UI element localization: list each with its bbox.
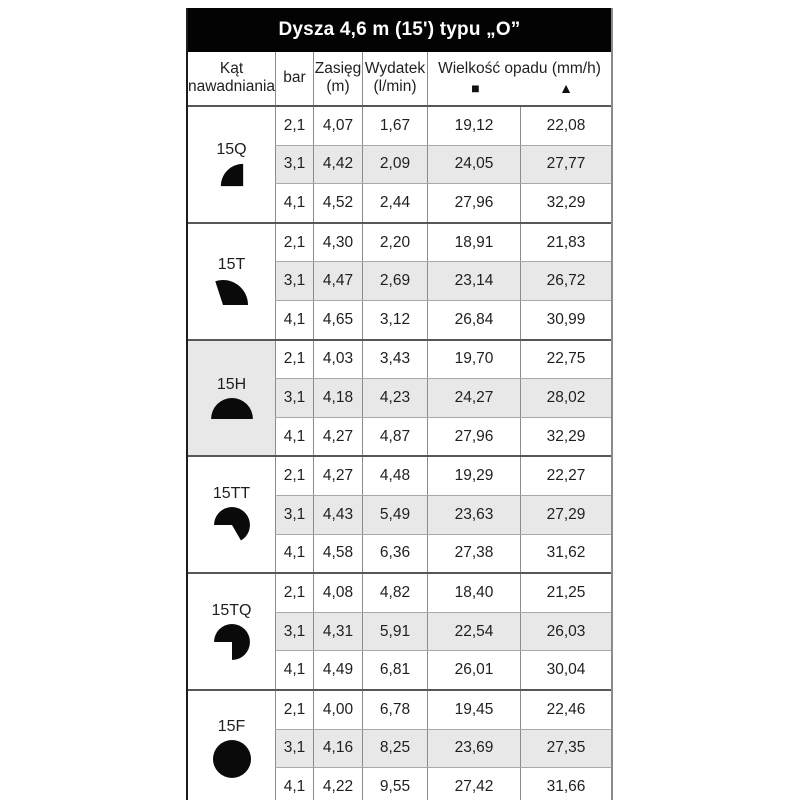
cell-tri: 30,04 xyxy=(520,651,611,689)
nozzle-spec-table xyxy=(186,8,613,800)
cell-bar: 4,1 xyxy=(275,301,313,339)
cell-sq: 23,69 xyxy=(427,730,520,768)
two-thirds-sector-icon xyxy=(213,506,251,544)
header-precipitation xyxy=(427,52,611,105)
cell-range: 4,52 xyxy=(313,184,362,222)
cell-flow: 2,69 xyxy=(362,262,427,300)
cell-range: 4,00 xyxy=(313,691,362,729)
cell-bar: 4,1 xyxy=(275,535,313,573)
cell-tri: 22,46 xyxy=(520,691,611,729)
nozzle-name: 15TQ xyxy=(211,602,252,620)
group-rows xyxy=(275,691,611,800)
group-rows xyxy=(275,107,611,222)
nozzle-label-cell xyxy=(188,341,275,456)
cell-range: 4,58 xyxy=(313,535,362,573)
cell-tri: 22,75 xyxy=(520,341,611,379)
group-rows xyxy=(275,341,611,456)
cell-sq: 27,96 xyxy=(427,418,520,456)
full-circle-icon xyxy=(212,739,252,779)
cell-range: 4,49 xyxy=(313,651,362,689)
three-quarter-sector-icon xyxy=(213,623,251,661)
cell-bar: 4,1 xyxy=(275,184,313,222)
table-row xyxy=(275,417,611,456)
cell-range: 4,43 xyxy=(313,496,362,534)
cell-range: 4,27 xyxy=(313,457,362,495)
nozzle-name: 15H xyxy=(216,375,247,393)
cell-tri: 32,29 xyxy=(520,184,611,222)
cell-range: 4,18 xyxy=(313,379,362,417)
cell-flow: 6,81 xyxy=(362,651,427,689)
half-circle-icon xyxy=(209,397,255,420)
cell-flow: 2,09 xyxy=(362,146,427,184)
table-row xyxy=(275,145,611,184)
cell-tri: 22,27 xyxy=(520,457,611,495)
table-body xyxy=(188,107,611,800)
cell-flow: 4,87 xyxy=(362,418,427,456)
cell-bar: 4,1 xyxy=(275,768,313,800)
nozzle-group xyxy=(188,689,611,800)
cell-sq: 18,91 xyxy=(427,224,520,262)
group-rows xyxy=(275,224,611,339)
cell-bar: 2,1 xyxy=(275,107,313,145)
cell-sq: 23,14 xyxy=(427,262,520,300)
cell-bar: 2,1 xyxy=(275,224,313,262)
cell-range: 4,16 xyxy=(313,730,362,768)
group-rows xyxy=(275,457,611,572)
table-row xyxy=(275,107,611,145)
triangle-icon: ▲ xyxy=(559,80,573,97)
nozzle-group xyxy=(188,107,611,222)
cell-sq: 19,12 xyxy=(427,107,520,145)
table-row xyxy=(275,457,611,495)
cell-tri: 30,99 xyxy=(520,301,611,339)
cell-range: 4,47 xyxy=(313,262,362,300)
cell-bar: 3,1 xyxy=(275,379,313,417)
cell-sq: 26,01 xyxy=(427,651,520,689)
nozzle-name: 15TT xyxy=(212,485,251,503)
cell-range: 4,08 xyxy=(313,574,362,612)
cell-range: 4,22 xyxy=(313,768,362,800)
third-sector-icon xyxy=(215,277,249,307)
header-flow: Wydatek (l/min) xyxy=(362,52,427,105)
nozzle-label-cell xyxy=(188,107,275,222)
table-row xyxy=(275,767,611,800)
nozzle-group xyxy=(188,572,611,689)
nozzle-name: 15Q xyxy=(216,140,247,158)
table-header xyxy=(188,52,611,107)
cell-tri: 31,66 xyxy=(520,768,611,800)
cell-sq: 24,05 xyxy=(427,146,520,184)
table-row xyxy=(275,261,611,300)
cell-bar: 3,1 xyxy=(275,262,313,300)
cell-tri: 21,83 xyxy=(520,224,611,262)
cell-range: 4,42 xyxy=(313,146,362,184)
cell-sq: 19,45 xyxy=(427,691,520,729)
cell-sq: 23,63 xyxy=(427,496,520,534)
header-angle: Kąt nawadniania xyxy=(187,60,276,95)
cell-range: 4,30 xyxy=(313,224,362,262)
nozzle-label-cell xyxy=(188,574,275,689)
cell-flow: 6,78 xyxy=(362,691,427,729)
cell-flow: 6,36 xyxy=(362,535,427,573)
header-precipitation-label: Wielkość opadu (mm/h) xyxy=(438,59,601,77)
cell-bar: 2,1 xyxy=(275,574,313,612)
cell-tri: 27,29 xyxy=(520,496,611,534)
table-row xyxy=(275,534,611,573)
nozzle-label-cell xyxy=(188,224,275,339)
cell-range: 4,65 xyxy=(313,301,362,339)
table-row xyxy=(275,729,611,768)
cell-flow: 9,55 xyxy=(362,768,427,800)
table-row xyxy=(275,183,611,222)
header-range: Zasięg (m) xyxy=(313,52,362,105)
cell-range: 4,31 xyxy=(313,613,362,651)
cell-sq: 18,40 xyxy=(427,574,520,612)
group-rows xyxy=(275,574,611,689)
cell-bar: 2,1 xyxy=(275,341,313,379)
nozzle-group xyxy=(188,455,611,572)
nozzle-group xyxy=(188,222,611,339)
cell-flow: 3,43 xyxy=(362,341,427,379)
cell-sq: 27,42 xyxy=(427,768,520,800)
table-row xyxy=(275,495,611,534)
cell-sq: 24,27 xyxy=(427,379,520,417)
cell-tri: 31,62 xyxy=(520,535,611,573)
cell-range: 4,27 xyxy=(313,418,362,456)
cell-tri: 27,35 xyxy=(520,730,611,768)
cell-flow: 2,44 xyxy=(362,184,427,222)
cell-bar: 2,1 xyxy=(275,691,313,729)
cell-sq: 22,54 xyxy=(427,613,520,651)
header-bar: bar xyxy=(275,52,313,105)
cell-flow: 1,67 xyxy=(362,107,427,145)
cell-flow: 5,49 xyxy=(362,496,427,534)
table-row xyxy=(275,341,611,379)
cell-flow: 4,23 xyxy=(362,379,427,417)
cell-tri: 26,03 xyxy=(520,613,611,651)
nozzle-group xyxy=(188,339,611,456)
cell-range: 4,03 xyxy=(313,341,362,379)
cell-sq: 27,38 xyxy=(427,535,520,573)
nozzle-label-cell xyxy=(188,691,275,800)
quarter-circle-icon xyxy=(219,162,245,188)
cell-bar: 3,1 xyxy=(275,496,313,534)
cell-bar: 3,1 xyxy=(275,613,313,651)
table-row xyxy=(275,650,611,689)
cell-tri: 26,72 xyxy=(520,262,611,300)
cell-flow: 4,48 xyxy=(362,457,427,495)
nozzle-label-cell xyxy=(188,457,275,572)
table-row xyxy=(275,691,611,729)
cell-range: 4,07 xyxy=(313,107,362,145)
cell-bar: 4,1 xyxy=(275,651,313,689)
cell-bar: 2,1 xyxy=(275,457,313,495)
cell-sq: 26,84 xyxy=(427,301,520,339)
cell-tri: 32,29 xyxy=(520,418,611,456)
cell-sq: 19,29 xyxy=(427,457,520,495)
cell-tri: 22,08 xyxy=(520,107,611,145)
cell-sq: 27,96 xyxy=(427,184,520,222)
cell-flow: 4,82 xyxy=(362,574,427,612)
cell-bar: 3,1 xyxy=(275,146,313,184)
table-row xyxy=(275,574,611,612)
nozzle-name: 15T xyxy=(217,255,246,273)
cell-flow: 5,91 xyxy=(362,613,427,651)
cell-flow: 3,12 xyxy=(362,301,427,339)
precipitation-symbols xyxy=(429,80,610,96)
table-title: Dysza 4,6 m (15') typu „O” xyxy=(188,8,611,52)
table-row xyxy=(275,224,611,262)
cell-tri: 21,25 xyxy=(520,574,611,612)
cell-flow: 2,20 xyxy=(362,224,427,262)
table-row xyxy=(275,378,611,417)
square-icon: ■ xyxy=(471,80,480,97)
cell-bar: 3,1 xyxy=(275,730,313,768)
cell-bar: 4,1 xyxy=(275,418,313,456)
table-row xyxy=(275,612,611,651)
table-row xyxy=(275,300,611,339)
cell-tri: 27,77 xyxy=(520,146,611,184)
cell-flow: 8,25 xyxy=(362,730,427,768)
cell-sq: 19,70 xyxy=(427,341,520,379)
cell-tri: 28,02 xyxy=(520,379,611,417)
nozzle-name: 15F xyxy=(217,717,246,735)
